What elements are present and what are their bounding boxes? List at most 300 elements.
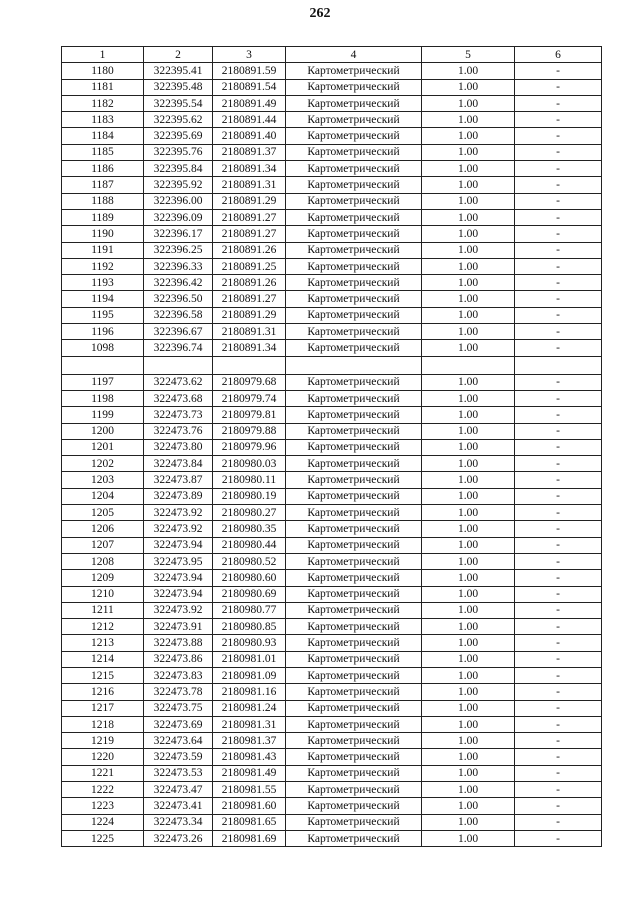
cell-method: Картометрический — [286, 570, 422, 586]
cell-point-number: 1182 — [62, 95, 144, 111]
cell-note: - — [515, 95, 602, 111]
cell-x-coordinate: 322473.92 — [144, 505, 213, 521]
cell-point-number: 1183 — [62, 112, 144, 128]
cell-y-coordinate: 2180891.40 — [213, 128, 286, 144]
cell-point-number: 1219 — [62, 733, 144, 749]
cell-y-coordinate: 2180891.26 — [213, 275, 286, 291]
cell-method: Картометрический — [286, 505, 422, 521]
cell-x-coordinate: 322473.86 — [144, 651, 213, 667]
cell-note: - — [515, 439, 602, 455]
table-row — [62, 307, 602, 323]
table-row — [62, 570, 602, 586]
table-row — [62, 340, 602, 356]
cell-note: - — [515, 553, 602, 569]
cell-point-number: 1194 — [62, 291, 144, 307]
table-row — [62, 602, 602, 618]
cell-x-coordinate: 322396.58 — [144, 307, 213, 323]
table-row — [62, 226, 602, 242]
table-row — [62, 112, 602, 128]
cell-note: - — [515, 602, 602, 618]
cell-accuracy: 1.00 — [422, 619, 515, 635]
cell-point-number: 1200 — [62, 423, 144, 439]
cell-point-number: 1215 — [62, 667, 144, 683]
cell-note: - — [515, 423, 602, 439]
cell-point-number: 1211 — [62, 602, 144, 618]
cell-point-number: 1199 — [62, 407, 144, 423]
cell-accuracy: 1.00 — [422, 177, 515, 193]
cell-accuracy: 1.00 — [422, 830, 515, 846]
cell-accuracy — [422, 356, 515, 374]
table-row — [62, 275, 602, 291]
cell-accuracy: 1.00 — [422, 423, 515, 439]
cell-y-coordinate: 2180981.69 — [213, 830, 286, 846]
cell-y-coordinate: 2180891.31 — [213, 324, 286, 340]
cell-note: - — [515, 488, 602, 504]
table-row — [62, 782, 602, 798]
cell-method: Картометрический — [286, 667, 422, 683]
cell-y-coordinate: 2180891.29 — [213, 193, 286, 209]
table-row — [62, 209, 602, 225]
cell-x-coordinate: 322473.94 — [144, 570, 213, 586]
cell-method: Картометрический — [286, 733, 422, 749]
cell-note: - — [515, 798, 602, 814]
cell-method: Картометрический — [286, 258, 422, 274]
cell-point-number: 1185 — [62, 144, 144, 160]
cell-note: - — [515, 684, 602, 700]
cell-point-number: 1220 — [62, 749, 144, 765]
cell-point-number: 1098 — [62, 340, 144, 356]
cell-point-number: 1196 — [62, 324, 144, 340]
cell-method: Картометрический — [286, 488, 422, 504]
cell-method: Картометрический — [286, 553, 422, 569]
cell-point-number: 1221 — [62, 765, 144, 781]
cell-method: Картометрический — [286, 635, 422, 651]
cell-x-coordinate: 322473.78 — [144, 684, 213, 700]
cell-y-coordinate: 2180979.81 — [213, 407, 286, 423]
cell-accuracy: 1.00 — [422, 456, 515, 472]
table-row — [62, 456, 602, 472]
cell-method: Картометрический — [286, 765, 422, 781]
cell-y-coordinate: 2180981.01 — [213, 651, 286, 667]
cell-point-number: 1198 — [62, 390, 144, 406]
cell-note: - — [515, 733, 602, 749]
cell-x-coordinate: 322473.80 — [144, 439, 213, 455]
cell-point-number: 1205 — [62, 505, 144, 521]
cell-accuracy: 1.00 — [422, 242, 515, 258]
table-row — [62, 79, 602, 95]
cell-method: Картометрический — [286, 798, 422, 814]
cell-method: Картометрический — [286, 193, 422, 209]
cell-accuracy: 1.00 — [422, 749, 515, 765]
cell-y-coordinate: 2180980.35 — [213, 521, 286, 537]
cell-point-number: 1225 — [62, 830, 144, 846]
cell-note: - — [515, 193, 602, 209]
cell-y-coordinate: 2180891.44 — [213, 112, 286, 128]
cell-x-coordinate: 322473.91 — [144, 619, 213, 635]
cell-note: - — [515, 63, 602, 79]
cell-point-number: 1190 — [62, 226, 144, 242]
cell-x-coordinate: 322473.26 — [144, 830, 213, 846]
cell-x-coordinate: 322396.67 — [144, 324, 213, 340]
cell-accuracy: 1.00 — [422, 684, 515, 700]
cell-y-coordinate: 2180980.11 — [213, 472, 286, 488]
cell-accuracy: 1.00 — [422, 505, 515, 521]
cell-method: Картометрический — [286, 456, 422, 472]
cell-x-coordinate: 322396.25 — [144, 242, 213, 258]
cell-accuracy: 1.00 — [422, 390, 515, 406]
cell-x-coordinate: 322473.62 — [144, 374, 213, 390]
cell-note: - — [515, 521, 602, 537]
cell-x-coordinate: 322395.69 — [144, 128, 213, 144]
cell-accuracy: 1.00 — [422, 63, 515, 79]
cell-accuracy: 1.00 — [422, 340, 515, 356]
cell-y-coordinate: 2180981.37 — [213, 733, 286, 749]
table-row — [62, 667, 602, 683]
cell-accuracy: 1.00 — [422, 79, 515, 95]
cell-x-coordinate: 322473.47 — [144, 782, 213, 798]
cell-x-coordinate: 322473.64 — [144, 733, 213, 749]
table-row — [62, 161, 602, 177]
cell-x-coordinate: 322396.74 — [144, 340, 213, 356]
cell-x-coordinate: 322473.87 — [144, 472, 213, 488]
cell-x-coordinate: 322473.73 — [144, 407, 213, 423]
cell-point-number: 1201 — [62, 439, 144, 455]
header-row — [62, 47, 602, 63]
cell-method: Картометрический — [286, 407, 422, 423]
cell-note: - — [515, 749, 602, 765]
cell-method: Картометрический — [286, 95, 422, 111]
cell-y-coordinate: 2180891.59 — [213, 63, 286, 79]
cell-note: - — [515, 242, 602, 258]
cell-method: Картометрический — [286, 619, 422, 635]
cell-y-coordinate: 2180891.27 — [213, 291, 286, 307]
cell-method: Картометрический — [286, 79, 422, 95]
cell-point-number: 1180 — [62, 63, 144, 79]
table-row — [62, 242, 602, 258]
cell-method: Картометрический — [286, 439, 422, 455]
cell-accuracy: 1.00 — [422, 439, 515, 455]
cell-x-coordinate: 322473.41 — [144, 798, 213, 814]
cell-x-coordinate — [144, 356, 213, 374]
cell-accuracy: 1.00 — [422, 209, 515, 225]
header-col-3: 3 — [213, 47, 286, 63]
cell-note: - — [515, 537, 602, 553]
cell-method: Картометрический — [286, 537, 422, 553]
table-row — [62, 619, 602, 635]
cell-point-number: 1191 — [62, 242, 144, 258]
cell-y-coordinate: 2180981.43 — [213, 749, 286, 765]
table-row — [62, 177, 602, 193]
cell-point-number: 1181 — [62, 79, 144, 95]
cell-accuracy: 1.00 — [422, 700, 515, 716]
cell-method: Картометрический — [286, 226, 422, 242]
cell-accuracy: 1.00 — [422, 667, 515, 683]
cell-y-coordinate: 2180981.60 — [213, 798, 286, 814]
cell-x-coordinate: 322473.76 — [144, 423, 213, 439]
cell-x-coordinate: 322395.62 — [144, 112, 213, 128]
cell-note: - — [515, 830, 602, 846]
cell-method: Картометрический — [286, 63, 422, 79]
cell-method: Картометрический — [286, 651, 422, 667]
table-row — [62, 749, 602, 765]
cell-method: Картометрический — [286, 684, 422, 700]
table-row — [62, 356, 602, 374]
cell-method: Картометрический — [286, 112, 422, 128]
cell-method: Картометрический — [286, 209, 422, 225]
cell-accuracy: 1.00 — [422, 275, 515, 291]
table-row — [62, 324, 602, 340]
header-col-6: 6 — [515, 47, 602, 63]
cell-accuracy: 1.00 — [422, 521, 515, 537]
table-row — [62, 521, 602, 537]
cell-point-number: 1209 — [62, 570, 144, 586]
table-row — [62, 651, 602, 667]
table-row — [62, 505, 602, 521]
cell-accuracy: 1.00 — [422, 112, 515, 128]
table-row — [62, 472, 602, 488]
cell-point-number: 1203 — [62, 472, 144, 488]
cell-x-coordinate: 322395.54 — [144, 95, 213, 111]
cell-y-coordinate: 2180891.54 — [213, 79, 286, 95]
cell-point-number: 1218 — [62, 716, 144, 732]
cell-note: - — [515, 586, 602, 602]
cell-y-coordinate: 2180981.31 — [213, 716, 286, 732]
cell-x-coordinate: 322395.76 — [144, 144, 213, 160]
cell-x-coordinate: 322395.84 — [144, 161, 213, 177]
cell-note: - — [515, 700, 602, 716]
cell-method: Картометрический — [286, 307, 422, 323]
table-row — [62, 390, 602, 406]
cell-y-coordinate: 2180891.34 — [213, 161, 286, 177]
cell-point-number: 1207 — [62, 537, 144, 553]
cell-accuracy: 1.00 — [422, 291, 515, 307]
cell-y-coordinate: 2180891.37 — [213, 144, 286, 160]
table-row — [62, 439, 602, 455]
cell-x-coordinate: 322473.34 — [144, 814, 213, 830]
cell-y-coordinate: 2180980.03 — [213, 456, 286, 472]
cell-x-coordinate: 322473.59 — [144, 749, 213, 765]
cell-y-coordinate: 2180891.27 — [213, 209, 286, 225]
cell-x-coordinate: 322473.75 — [144, 700, 213, 716]
cell-method: Картометрический — [286, 275, 422, 291]
cell-y-coordinate: 2180891.49 — [213, 95, 286, 111]
cell-accuracy: 1.00 — [422, 226, 515, 242]
cell-y-coordinate: 2180980.27 — [213, 505, 286, 521]
cell-accuracy: 1.00 — [422, 537, 515, 553]
cell-point-number: 1223 — [62, 798, 144, 814]
cell-x-coordinate: 322396.50 — [144, 291, 213, 307]
cell-x-coordinate: 322473.94 — [144, 586, 213, 602]
cell-note: - — [515, 635, 602, 651]
table-row — [62, 586, 602, 602]
cell-accuracy: 1.00 — [422, 651, 515, 667]
cell-accuracy: 1.00 — [422, 798, 515, 814]
cell-y-coordinate: 2180981.16 — [213, 684, 286, 700]
cell-x-coordinate: 322473.95 — [144, 553, 213, 569]
cell-accuracy: 1.00 — [422, 602, 515, 618]
cell-point-number: 1216 — [62, 684, 144, 700]
table-row — [62, 128, 602, 144]
cell-y-coordinate: 2180891.34 — [213, 340, 286, 356]
cell-x-coordinate: 322473.53 — [144, 765, 213, 781]
cell-x-coordinate: 322473.89 — [144, 488, 213, 504]
table-row — [62, 814, 602, 830]
table-row — [62, 95, 602, 111]
cell-accuracy: 1.00 — [422, 814, 515, 830]
table-row — [62, 488, 602, 504]
cell-y-coordinate: 2180979.68 — [213, 374, 286, 390]
cell-method — [286, 356, 422, 374]
cell-note: - — [515, 472, 602, 488]
cell-y-coordinate: 2180979.88 — [213, 423, 286, 439]
table-row — [62, 258, 602, 274]
table-row — [62, 407, 602, 423]
cell-accuracy: 1.00 — [422, 553, 515, 569]
cell-method: Картометрический — [286, 716, 422, 732]
cell-method: Картометрический — [286, 782, 422, 798]
cell-note: - — [515, 456, 602, 472]
cell-y-coordinate: 2180980.19 — [213, 488, 286, 504]
cell-y-coordinate: 2180891.27 — [213, 226, 286, 242]
cell-x-coordinate: 322396.42 — [144, 275, 213, 291]
table-row — [62, 63, 602, 79]
cell-note: - — [515, 390, 602, 406]
table-row — [62, 830, 602, 846]
cell-method: Картометрический — [286, 128, 422, 144]
cell-y-coordinate: 2180979.96 — [213, 439, 286, 455]
cell-y-coordinate: 2180981.24 — [213, 700, 286, 716]
header-col-1: 1 — [62, 47, 144, 63]
cell-point-number: 1195 — [62, 307, 144, 323]
table-row — [62, 700, 602, 716]
cell-x-coordinate: 322395.92 — [144, 177, 213, 193]
cell-point-number: 1217 — [62, 700, 144, 716]
cell-note: - — [515, 651, 602, 667]
table-row — [62, 798, 602, 814]
cell-accuracy: 1.00 — [422, 716, 515, 732]
cell-point-number — [62, 356, 144, 374]
cell-method: Картометрический — [286, 814, 422, 830]
cell-x-coordinate: 322473.68 — [144, 390, 213, 406]
cell-note: - — [515, 112, 602, 128]
header-col-2: 2 — [144, 47, 213, 63]
cell-note: - — [515, 128, 602, 144]
cell-y-coordinate: 2180980.93 — [213, 635, 286, 651]
cell-y-coordinate: 2180980.77 — [213, 602, 286, 618]
cell-y-coordinate: 2180981.49 — [213, 765, 286, 781]
cell-point-number: 1208 — [62, 553, 144, 569]
table-row — [62, 144, 602, 160]
cell-note: - — [515, 374, 602, 390]
cell-x-coordinate: 322396.33 — [144, 258, 213, 274]
cell-point-number: 1214 — [62, 651, 144, 667]
cell-note: - — [515, 505, 602, 521]
cell-accuracy: 1.00 — [422, 586, 515, 602]
cell-note: - — [515, 324, 602, 340]
cell-x-coordinate: 322473.83 — [144, 667, 213, 683]
table-body — [62, 63, 602, 847]
cell-y-coordinate: 2180891.25 — [213, 258, 286, 274]
table-row — [62, 733, 602, 749]
coordinates-table — [61, 46, 602, 847]
cell-x-coordinate: 322473.84 — [144, 456, 213, 472]
cell-point-number: 1184 — [62, 128, 144, 144]
table-row — [62, 635, 602, 651]
cell-note: - — [515, 177, 602, 193]
cell-accuracy: 1.00 — [422, 161, 515, 177]
cell-point-number: 1197 — [62, 374, 144, 390]
cell-method: Картометрический — [286, 340, 422, 356]
cell-y-coordinate: 2180981.55 — [213, 782, 286, 798]
cell-accuracy: 1.00 — [422, 128, 515, 144]
cell-note: - — [515, 782, 602, 798]
cell-accuracy: 1.00 — [422, 307, 515, 323]
cell-accuracy: 1.00 — [422, 635, 515, 651]
cell-note: - — [515, 570, 602, 586]
cell-y-coordinate: 2180980.44 — [213, 537, 286, 553]
cell-point-number: 1189 — [62, 209, 144, 225]
cell-note: - — [515, 275, 602, 291]
cell-method: Картометрический — [286, 830, 422, 846]
cell-accuracy: 1.00 — [422, 782, 515, 798]
header-col-5: 5 — [422, 47, 515, 63]
cell-accuracy: 1.00 — [422, 570, 515, 586]
cell-method: Картометрический — [286, 291, 422, 307]
table-row — [62, 193, 602, 209]
cell-note: - — [515, 716, 602, 732]
page-number: 262 — [309, 6, 331, 21]
table-row — [62, 537, 602, 553]
cell-y-coordinate: 2180891.29 — [213, 307, 286, 323]
cell-note: - — [515, 307, 602, 323]
cell-note: - — [515, 667, 602, 683]
cell-accuracy: 1.00 — [422, 765, 515, 781]
cell-point-number: 1222 — [62, 782, 144, 798]
cell-point-number: 1224 — [62, 814, 144, 830]
table-row — [62, 423, 602, 439]
cell-accuracy: 1.00 — [422, 374, 515, 390]
cell-x-coordinate: 322396.00 — [144, 193, 213, 209]
cell-note: - — [515, 814, 602, 830]
cell-note: - — [515, 619, 602, 635]
cell-method: Картометрический — [286, 521, 422, 537]
cell-y-coordinate: 2180980.60 — [213, 570, 286, 586]
cell-method: Картометрический — [286, 423, 422, 439]
cell-y-coordinate — [213, 356, 286, 374]
cell-x-coordinate: 322473.69 — [144, 716, 213, 732]
cell-y-coordinate: 2180891.26 — [213, 242, 286, 258]
header-col-4: 4 — [286, 47, 422, 63]
table-row — [62, 374, 602, 390]
cell-note: - — [515, 161, 602, 177]
cell-x-coordinate: 322395.41 — [144, 63, 213, 79]
cell-method: Картометрический — [286, 602, 422, 618]
cell-point-number: 1210 — [62, 586, 144, 602]
cell-point-number: 1206 — [62, 521, 144, 537]
cell-method: Картометрический — [286, 374, 422, 390]
cell-accuracy: 1.00 — [422, 488, 515, 504]
cell-point-number: 1204 — [62, 488, 144, 504]
cell-method: Картометрический — [286, 472, 422, 488]
table-row — [62, 765, 602, 781]
cell-method: Картометрический — [286, 324, 422, 340]
cell-note: - — [515, 209, 602, 225]
cell-method: Картометрический — [286, 242, 422, 258]
cell-accuracy: 1.00 — [422, 258, 515, 274]
cell-y-coordinate: 2180980.52 — [213, 553, 286, 569]
cell-point-number: 1188 — [62, 193, 144, 209]
cell-note — [515, 356, 602, 374]
